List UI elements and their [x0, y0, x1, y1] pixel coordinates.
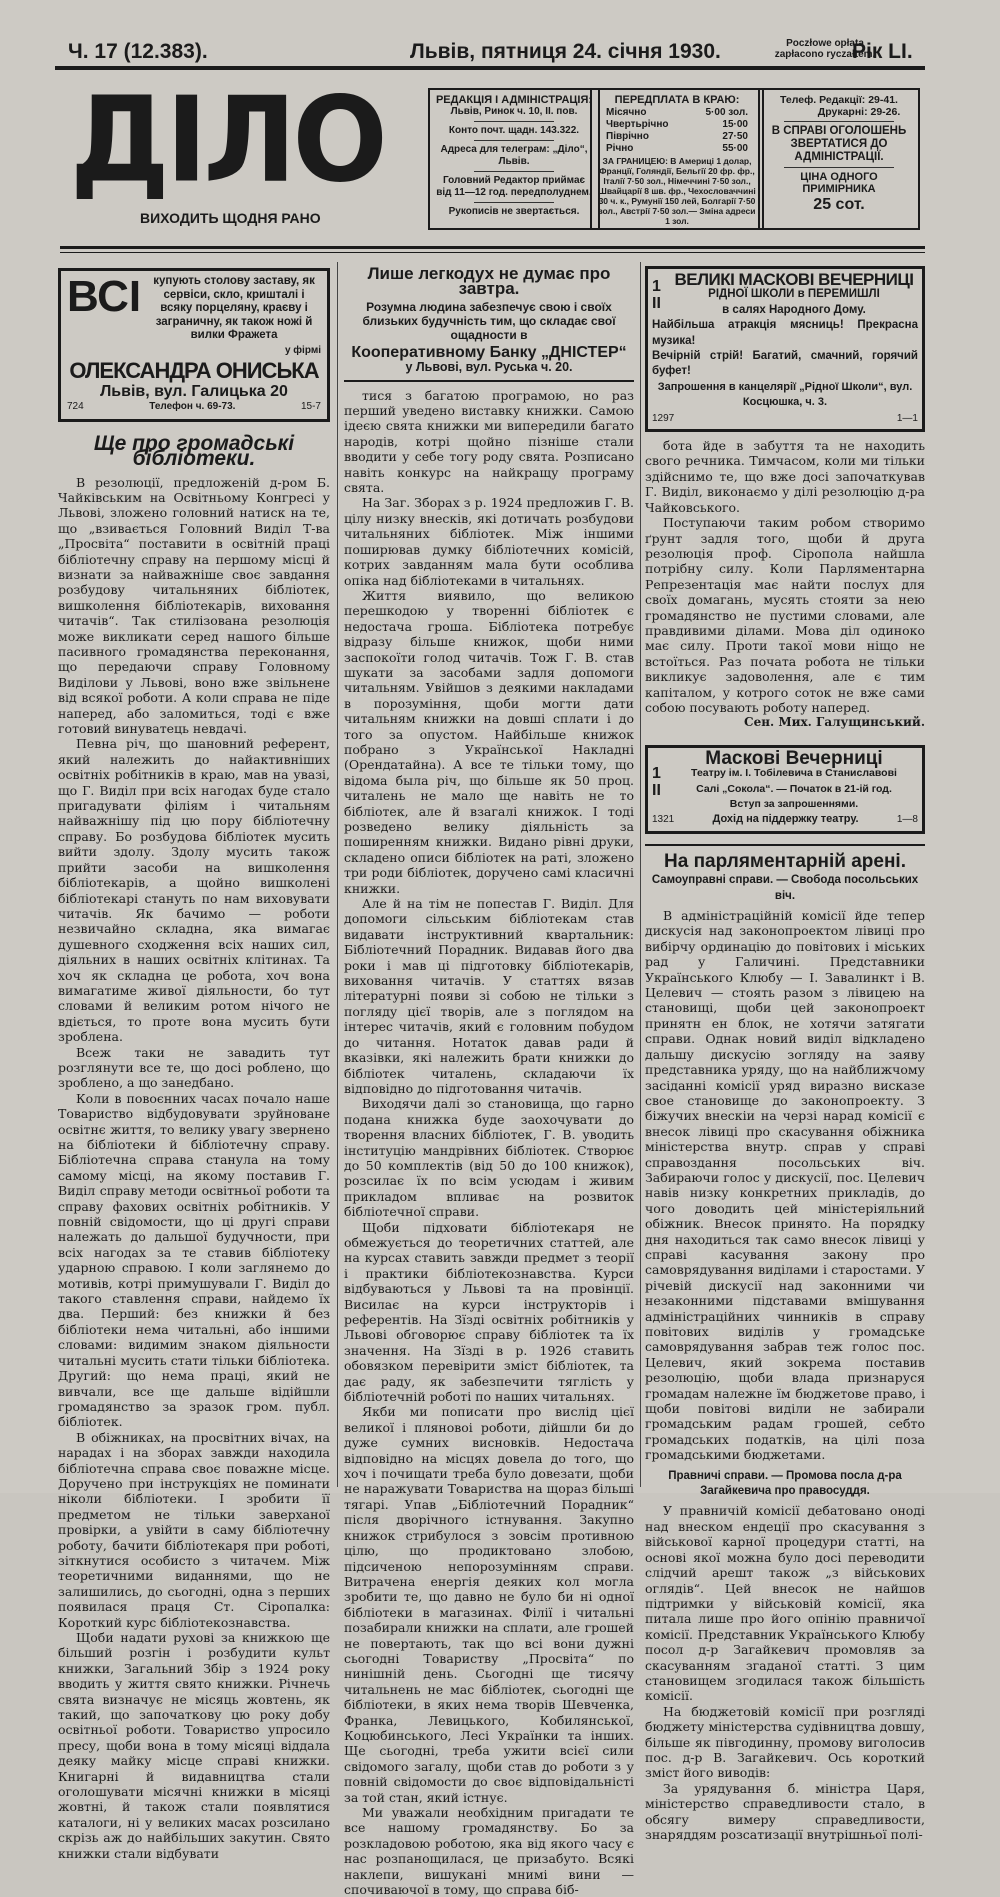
- subscription-box: [590, 88, 764, 230]
- editorial-address: Львів, Ринок ч. 10, II. пов.: [450, 106, 578, 117]
- phone-printing: Друкарні: 29-26.: [817, 106, 901, 118]
- parliament-body-1: [645, 908, 925, 1463]
- article-paragraph: На бюджетовій комісії при розгляді бюджету міністерства судівництва довшу, більше як півгодинну, промову виголосив пос. д-р В. Загайкевич. Ось короткий зміст його виводів:: [645, 1703, 925, 1781]
- ad-masquerade-stanislaviv: [645, 745, 925, 834]
- article-libraries-body: [58, 475, 330, 1862]
- subscription-title: ПЕРЕДПЛАТА В КРАЮ:: [614, 94, 740, 106]
- article-paragraph: Коли в повоєнних часах почало наше Товариство відбудовувати зруйноване освітнє життя, то велику увагу звернено на бібліотеки й бібліотечну справу. Бібліотечна справа станула на тому самому місці, на якому поставив Г. Виділ справу методи освітньої роботи та справу фахових освітніх робітників. У повній свідомости, що ці другі справи належать до дальшої будучности, при всіх нагодах за те ставив бібліотеку ударною справою. І коли заглянемо до мотивів, котрі примушували Г. Виділ до такого ставлення справи, найдемо їх два. Перший: без книжки й без бібліотеки нема читальні, або іншими словами: видимим знаком діяльности читальні мусить стати тільки бібліотека. Другий: що нема праці, який не вивчали, все ще дальше відійшли громадянство за зразок гром. публ. бібліотек.: [58, 1090, 330, 1430]
- article-paragraph: Поступаючи таким робом створимо ґрунт задля того, щоби й друга резолюція проф. Сіропола найшла потрібну силу. Коли Парляментарна Репрезентація має найти послух для своїх домагань, мусять стояти за нею громадянство не пустими словами, але правдивими ділами. Мова діл одиноко має силу. Проти такої мови ніщо не встоїться. Раз почата робота не тільки викликує задоволення, але є тим капіталом, у котрого соток не вже сами собою посувають роботу наперед.: [645, 515, 925, 715]
- ad2-line4: Дохід на піддержку театру.: [712, 813, 859, 826]
- subscription-row-label: Річно: [606, 143, 634, 154]
- subscription-row: [606, 107, 748, 119]
- subscription-row-price: 5·00 зол.: [705, 107, 748, 118]
- parliament-sub2: Правничі справи. — Промова посла д-ра Загайкевича про правосуддя.: [668, 1469, 902, 1498]
- ad2-line1: Театру ім. І. Тобілевича в Станиславові: [691, 767, 897, 780]
- ad-onyskiv-address: Львів, вул. Галицька 20: [100, 382, 288, 400]
- ad-onyskiv: [58, 268, 330, 422]
- header-rule-bottom-2: [60, 252, 925, 253]
- ad1-invite: Запрошення в канцелярії „Рідної Школи“, вул. Косцюшка, ч. 3.: [657, 380, 913, 409]
- ad1-line2: Вечірній стрій! Багатий, смачний, горячий буфет!: [652, 350, 918, 378]
- daily-note: ВИХОДИТЬ ЩОДНЯ РАНО: [140, 210, 321, 226]
- article-paragraph: В обіжниках, на просвітних вічах, на нарадах і на зборах завжди находила бібліотечна справа своє поважне місце. Доручено при інструкціях не поминати ніколи бібліотеки. І зробити її предметом не тільки заверханої провірки, а увійти в саму бібліотечну роботу, бачити бібліотекаря при роботі, зіткнутися особисто з читачем. Між теоретичними виданнями, що не залишились, до сьогодні, одна з перших появилася праця Ст. Сіропалка: Короткий курс бібліотекознавства.: [58, 1429, 330, 1630]
- parliament-body-2: [645, 1503, 925, 1842]
- ad2-num: 1 II: [652, 764, 661, 799]
- ad1-place: в салях Народного Дому.: [722, 303, 866, 316]
- ad-dnister-address: у Львові, вул. Руська ч. 20.: [405, 360, 573, 375]
- subscription-rows: [596, 106, 758, 156]
- place-date: Львів, пятниця 24. січня 1930.: [410, 40, 721, 63]
- subscription-row-label: Місячно: [606, 107, 647, 118]
- article-libraries-continued: [344, 388, 634, 1897]
- ad2-title: Маскові Вечерниці: [705, 747, 883, 769]
- article-paragraph: У правничій комісії дебатовано оноді над внеском ендеції про скасування з військової карної процедури статті, на основі якої можна було досі переводити слідчий арешт також „з військових оглядів“. Цей внесок не найшов підтримки у військовій комісії, яка питала лише про його опінію правничої комісії. Представник Українського Клюбу посол д-р Загайкевич промовляв за скасуванням згаданої статті. З цим становищем згодилася також більшість комісії.: [645, 1503, 925, 1704]
- article-paragraph: бота йде в забуття та не находить свого речника. Тимчасом, коли ми тільки здійснимо те, що вже досі започаткував Г. Виділ, виконаємо у ділі резолюцію д-ра Чайковського.: [645, 438, 925, 515]
- column-divider-1: [337, 262, 338, 1487]
- column-2: [344, 266, 634, 1897]
- article-paragraph: Ми уважали необхідним пригадати те все нашому громадянству. Бо за розкладовою роботою, яка від якого часу є нас розпанощилася, це призабуто. Всякі наклепи, вишукані мнимі вини — спочиваючої в тому, що справа біб-: [344, 1805, 634, 1897]
- header-top-line: [60, 36, 920, 66]
- ad1-subtitle: РІДНОЇ ШКОЛИ в ПЕРЕМИШЛІ: [708, 288, 880, 301]
- subscription-row: [606, 131, 748, 143]
- article-libraries-end: [645, 438, 925, 715]
- subscription-row-price: 15·00: [722, 119, 748, 130]
- article-paragraph: За урядування б. міністра Царя, міністерство справедливости стало, в обсягу вимеру справедливости, знаряддям розсатизації внутрішньої полі-: [645, 1780, 925, 1842]
- article-paragraph: Всеж таки не завадить тут розглянути все те, що досі роблено, що зроблено, а що занедбано.: [58, 1044, 330, 1091]
- article-paragraph: Якби ми пописати про вислід цієї великої і пляновоі роботи, дійшли би до дуже сумних висновків. Недостача відповідно на місцях довела до того, що хоч і почищати треба було довезати, щоби не наражувати Товариства на щораз більші тягарі. Упав „Бібліотечний Порадник“ після дворічного істнування. Закупно книжок стрибулося з зовсім противною цілю, що продиктовано злобою, підсиченою непорозумінням справи. Витрачена енергія деяких кол могла зробити те, що давно не було би ні одної бібліотеки в магазинах. Філії і читальні позабирали книжки на сплати, але грошей не повертають, так що всі вони дужні сьогодні Товариству „Просвіта“ по нинішній день. Сьогодні ще тисячу читальнень не мас бібліотек, сьогодні ще бібліотеки, в яких нема творів Шевченка, Франка, Левицького, Кобилянської, Коцюбинського, Лесі Українки та інших. Ще сьогодні, треба ужити всієї сили свідомого загалу, щоби став до роботи з у повній свідомости до своє відповідальністі за той стан, який істнує.: [344, 1404, 634, 1805]
- ad1-num: 1 II: [652, 278, 661, 313]
- ad2-num-left: 1321: [652, 814, 675, 826]
- editorial-account: Конто почт. щадн. 143.322.: [448, 125, 580, 136]
- subscription-row: [606, 119, 748, 131]
- ad-onyskiv-firm: у фірмі: [284, 344, 321, 356]
- masthead-title: ДІЛО: [70, 72, 384, 210]
- article-paragraph: В адміністраційній комісії йде тепер дискусія над законопроектом лівиці про вибірчу ординацію до повітових і міських рад у Галичині. Представники Українського Клюбу — І. Завалинкт і В. Целевич — стоять разом з лівицею на становищі, щоби цей законопроект принятн ен блок, не хотячи затягати справи. Однак новий виділ відкладено дальшу дискусію зогляду на заяву представника уряду, що на найближчому засіданні комісії уряд виразно висказе свое становище до законопроекту. З біжучих внескіи на черзі нарад комісії є внесок лівиці про скасування обіжника міністерства внутр. справ у справі справоздання посольських віч. Забираючи голос у дискусії, пос. Целевич навів низку конкретних прикладів, до чого доводить цей міністеріяльний обіжник. Внесок принято. На порядку дня находиться так само внесок лівиці у справі касування закону про самоврядування виділами і старостами. У річевій дискусії над законними чи незаконними підставами вмішування адміністраційних чинників в справу повітових виділів у громадське самоврядування забрав теж голос пос. Целевич, який зокрема поставив резолюцію, щоби влада признаруся громадам належне їм бюджетове право, і щоби повітові виділи не забирали громадським радам грошей, себто громадських податків, на цілі поза громадськими бюджетами.: [645, 908, 925, 1463]
- contact-box: [758, 88, 920, 230]
- year-number: Рік LI.: [852, 40, 913, 63]
- ad-masquerade-peremyshl: [645, 266, 925, 432]
- subscription-row-label: Чвертьрічно: [606, 119, 669, 130]
- article-paragraph: Але й на тім не попестав Г. Виділ. Для допомоги сільським бібліотекам став видавати інструктивний квартальник: Бібліотечний Порадник. Видавав його два роки і мав ці підготовку бібліотекарів, виховання читачів. У статтях вязав літературні появи зі собою не тільки з погляду цієї творів, але з поглядом на інтерес читачів, який є головним побудом до читання. Нотаток давав ради й вказівки, які належить брати книжки до бібліотек читалень, складаючи їх відповідно до підготовання читачів.: [344, 896, 634, 1096]
- ad1-title: ВЕЛИКІ МАСКОВІ ВЕЧЕРНИЦІ: [674, 270, 914, 289]
- ad-dnister-bank: Кооперативному Банку „ДНІСТЕР“: [351, 343, 627, 361]
- ad-onyskiv-phone: Телефон ч. 69-73.: [149, 401, 236, 413]
- subscription-row-price: 55·00: [722, 143, 748, 154]
- header-rule-top: [55, 66, 925, 70]
- editorial-editor: Головний Редактор приймає від 11—12 год. передполуднем.: [436, 175, 592, 198]
- ad-dnister: [344, 266, 634, 382]
- article-paragraph: Щоби підховати бібліотекаря не обмежується до теоретичних статтей, але на курсах ставить завжди предмет з теорії і практики бібліотекознавства. Курси відбуваються у Львові та на провінції. Висилає на курси інструкторів і референтів. На Зїзді освітніх робітників у Львові обговорює справу бібліотек та їх значення. На Зїзді в р. 1926 ставить обовязком перевірити зміст бібліотек, та дає раду, як забезпечити тяглість у бібліотечній роботі по наших читальнях.: [344, 1219, 634, 1405]
- article-paragraph: Певна річ, що шановний референт, який належить до найактивніших освітніх робітників в краю, мав на увазі, що Г. Виділ при всіх нагодах буде стало пригадувати філіям і читальням найважнішу під цю пору бібліотечну справу. Бо розбудова бібліотек мусить вийти здолу. Здолу мусить також прийти засоби на вишколення бібліотекарів, а щойно вишколені бібліотекарі стануть по нам виховувати читачів. Як бачимо — роботи незвичайно складна, яка вимагає душевного сходження всіх наших сил, діяльних в наших освітніх клітинах. Та хоч як складна це робота, хоч вона вимагатиме живої діяльности, бо тут словами й великим ротом нічого не вдіється, то проте вона мусить бути зроблена.: [58, 736, 330, 1045]
- ad-dnister-text: Розумна людина забезпечує свою і своїх близьких будучність тим, що складає свої ощадности в: [362, 299, 616, 342]
- header-rule-bottom: [60, 246, 925, 249]
- phone-editorial: Телеф. Редакції: 29-41.: [780, 94, 898, 106]
- subscription-row: [606, 143, 748, 155]
- article-libraries-headline: Ще про громадські бібліотеки.: [93, 431, 295, 471]
- ad-onyskiv-text: купують столову заставу, як сервіси, скло, кришталі і всяку порцеляну, краєву і заграничну, як також ножі й вилки Фражета: [153, 275, 315, 341]
- ad-onyskiv-num-right: 15-7: [300, 401, 321, 413]
- ad1-num-right: 1—1: [896, 412, 918, 424]
- postage-note: Poczłowe opłata zapłacono ryczałtem.: [774, 38, 876, 60]
- editorial-telegram: Адреса для телеграм: „Діло“, Львів.: [440, 144, 588, 167]
- issue-number: Ч. 17 (12.383).: [68, 40, 208, 63]
- ads-note: В СПРАВІ ОГОЛОШЕНЬ ЗВЕРТАТИСЯ ДО АДМІНІСТРАЦІЇ.: [771, 125, 907, 163]
- ad-onyskiv-big: ВСІ: [67, 272, 142, 321]
- ad1-line1: Найбільша атракція мясниць! Прекрасна музика!: [652, 319, 918, 347]
- price-label: ЦІНА ОДНОГО ПРИМІРНИКА: [800, 171, 878, 195]
- editorial-title: РЕДАКЦІЯ І АДМІНІСТРАЦІЯ:: [435, 94, 593, 106]
- price-value: 25 сот.: [813, 196, 865, 213]
- ad-onyskiv-num-left: 724: [67, 401, 84, 413]
- article-paragraph: тися з багатою програмою, но раз перший уведено виставку книжки. Самою ідеєю свята книжки ми випередили багато народів, котрі щойно пізніше стали вводити у себе тогу роду свята. Розписано навіть конкурс на найкращу програму свята.: [344, 387, 634, 496]
- column-3: [645, 266, 925, 1842]
- ad2-line2: Салі „Сокола“. — Початок в 21-ій год.: [696, 782, 892, 795]
- ad-onyskiv-name: ОЛЕКСАНДРА ОНИСЬКА: [69, 357, 319, 383]
- article-paragraph: В резолюції, предложеній д-ром Б. Чайківським на Освітньому Конгресі у Львові, зложено головний натиск на те, що „взивається Головний Виділ Т-ва „Просвіта“ поставити в освітній праці бібліотечну справу на першому місці й визнати за найважніше своє завдання розбудову читальняних бібліотек, вишколення бібліотекарів, виховання читачів“. Так стилізована резолюція може викликати серед нашого більше пасивного громадянства переконання, що передаючи справу Головному Виділови у Львові, воно вже звільнене від всякої роботи. А коли справа не піде наперед, або заломиться, тоді є вже готовий винуватець невдачі.: [58, 474, 330, 737]
- article-paragraph: Життя виявило, що великою перешкодою у творенні бібліотек є недостача гроша. Бібліотека потребує відразу більше книжок, щоби ними заспокоїти голод читачів. Тож Г. В. став шукати за засобами задля допомоги читальням. Увійшов з деякими накладами в порозуміння, щоби могти дати читальням книжки на довші сплати і до того за опустом. Найбільше книжок побрано з Української Накладні (Орендатайна). А все те тільки тому, що відома была річ, що більше як 50 проц. читалень не мало ще навіть не то бібліотек, але й взагалі книжок. І тоді розведено велику діяльність за поширенням книжки. Видано рівні друки, складено описи бібліотек на раті, зложено три роди бібліотек, доручено самі класичні книжки.: [344, 587, 634, 896]
- article-paragraph: На Заг. Зборах з р. 1924 предложив Г. В. цілу низку внесків, які дотичать розбудови читальняних бібліотек. Між іншими поширював думку бібліотечних комісій, котрих завданням мала бути особлива опіка над бібліотеками в читальнях.: [344, 495, 634, 588]
- editorial-box: [428, 88, 600, 230]
- parliament-headline: На парляментарній арені.: [664, 850, 906, 872]
- parliament-sub1: Самоуправні справи. — Свобода посольських віч.: [651, 874, 919, 902]
- editorial-manuscripts: Рукописів не звертається.: [448, 206, 580, 217]
- subscription-row-label: Піврічно: [606, 131, 649, 142]
- subscription-abroad: ЗА ГРАНИЦЕЮ: В Америці 1 долар, Франції, Голяндії, Бельгії 20 фр. фр., Італії 7·50 зол., Німеччині 7·50 зол., Швайцарії 8 шв. фр., Чехословаччині 30 ч. к., Румунії 150 лей, Болгарії 7·50 зол., Австрії 7·50 зол.— Зміна адреси 1 зол.: [598, 156, 756, 226]
- ad-dnister-title: Лише легкодух не думає про завтра.: [367, 264, 611, 299]
- ad2-line3: Вступ за запрошеннями.: [729, 798, 859, 810]
- ad1-num-left: 1297: [652, 412, 675, 424]
- subscription-row-price: 27·50: [722, 131, 748, 142]
- ad2-num-right: 1—8: [896, 814, 918, 826]
- column-1: [58, 266, 330, 1861]
- article-paragraph: Виходячи далі зо становища, що гарно подана книжка буде заохочувати до творення власних бібліотек, Г. В. уводить інституцію мандрівних бібліотек. Створює до 50 комплектів (від 50 до 100 книжок), розсилає їх по всім усюдам і живим прикладом впливає на розвиток бібліотечної справи.: [344, 1096, 634, 1220]
- article-paragraph: Щоби надати рухові за книжкою ще більший розгін і розбудити культ книжки, Загальний Збір з 1924 року вводить у життя свято книжки. Річнечь свята визначує не місяць жовтень, як такий, що започаткову цю року добу освітньої роботи. Товариство упросило пресу, щоби вона в тому місяці віддала деяку майку місце справі книжки. Книгарні й видавництва стали оголошувати місячні книжки в місяці жовтні, й також стали появлятися каталоги, ні у великих масах розсилано скрізь аж до найбільших закутин. Свято книжки стали відбувати: [58, 1630, 330, 1861]
- article-signature: Сен. Мих. Галущинський.: [744, 715, 925, 730]
- column-divider-2: [640, 262, 641, 1487]
